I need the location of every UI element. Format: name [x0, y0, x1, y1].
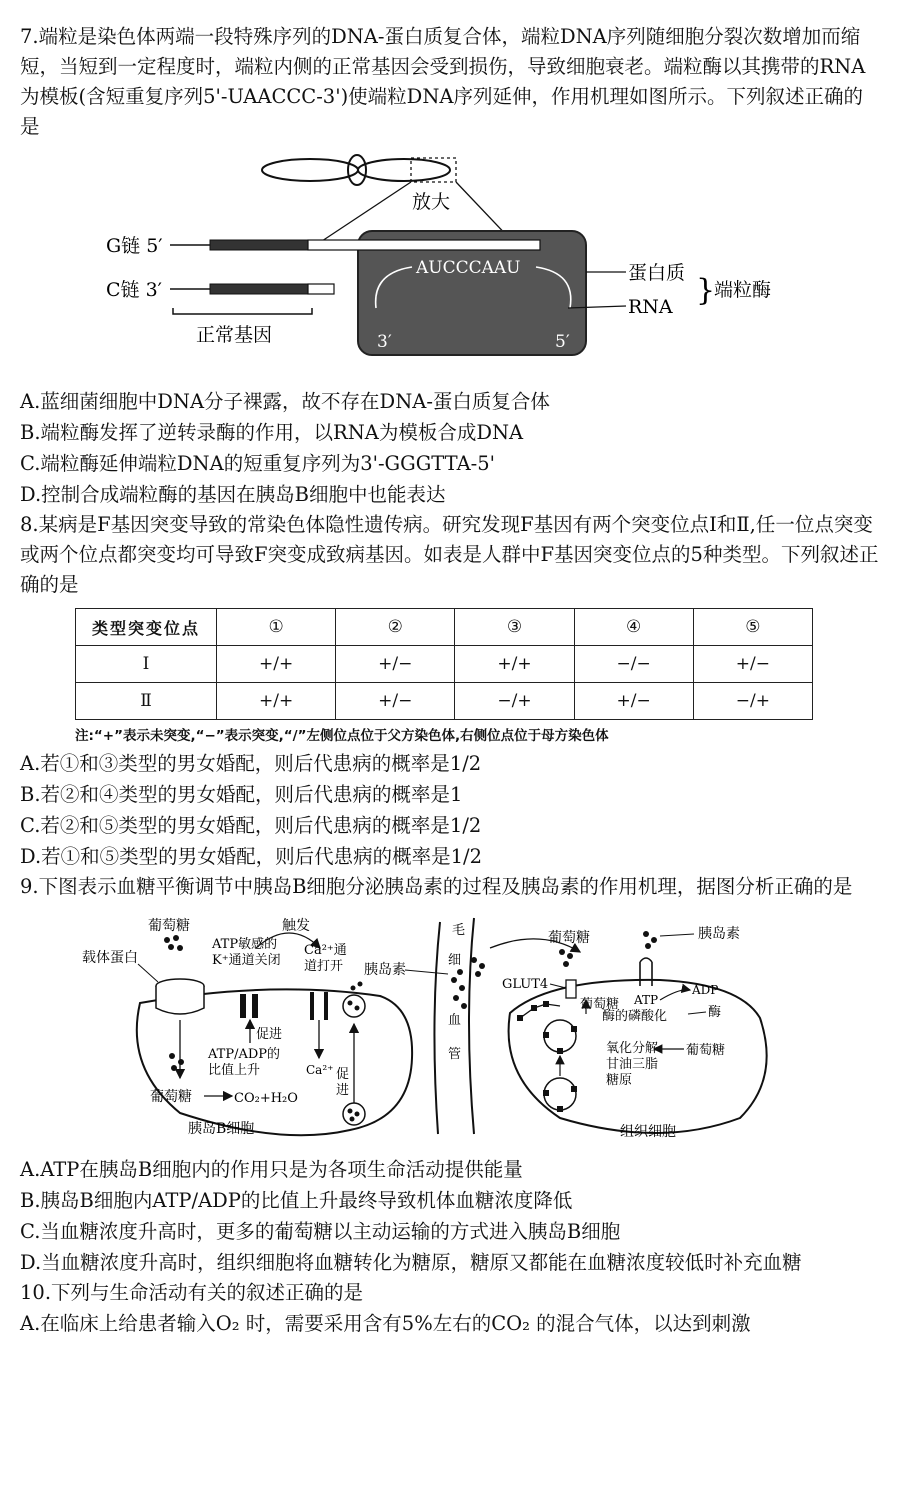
- carrier-protein-label: 载体蛋白: [82, 950, 138, 966]
- insulin-receptor: [640, 958, 652, 986]
- c-chain-label: C链 3′: [106, 279, 162, 301]
- table-header-cell: ④: [574, 609, 693, 646]
- phosphorylation-label: 酶的磷酸化: [602, 1009, 668, 1024]
- table-cell: −/+: [693, 683, 812, 720]
- q8-stem: 8.某病是F基因突变导致的常染色体隐性遗传病。研究发现F基因有两个突变位点Ⅰ和Ⅱ,任一位点突变或两个位点都突变均可导致F突变成致病基因。如表是人群中F基因突变位点的5种类型。下列叙述正确的是: [20, 513, 879, 596]
- table-header-cell: ③: [455, 609, 574, 646]
- chromosome-right-arm: [358, 159, 450, 181]
- atp-adp-ratio-line1: ATP/ADP的: [208, 1047, 281, 1062]
- q8-option-b: B.若②和④类型的男女婚配，则后代患病的概率是1: [20, 783, 463, 806]
- insulin-right-pointer: [660, 934, 694, 936]
- trigger-label: 触发: [282, 918, 310, 934]
- insulin-dots-right: [643, 931, 657, 949]
- g-chain-label: G链 5′: [106, 235, 163, 257]
- q7-telomere-figure: [20, 148, 880, 380]
- insulin-left-pointer: [405, 970, 448, 974]
- glucose-right-label-3: 葡萄糖: [686, 1043, 726, 1058]
- protein-label: 蛋白质: [628, 262, 686, 284]
- insulin-vesicle-release: [343, 995, 365, 1017]
- normal-gene-label: 正常基因: [196, 324, 273, 346]
- c-chain-telomere: [308, 284, 334, 294]
- glut4-cycle-path: [520, 1004, 560, 1018]
- rna-label: RNA: [628, 296, 673, 318]
- fate-triglyceride: 甘油三脂: [606, 1057, 659, 1072]
- ca-channel-line1: Ca²⁺通: [304, 943, 347, 958]
- table-cell: +/+: [455, 646, 574, 683]
- chromosome-left-arm: [262, 159, 358, 181]
- q7-option-c: C.端粒酶延伸端粒DNA的短重复序列为3'-GGGTTA-5': [20, 452, 496, 475]
- atp-label: ATP: [634, 993, 659, 1007]
- glucose-right-label: 葡萄糖: [548, 930, 590, 946]
- q8-table-note: 注:“+”表示未突变,“−”表示突变,“/”左侧位点位于父方染色体,右侧位点位于母方染色体: [75, 728, 609, 744]
- telomerase-label: 端粒酶: [714, 279, 772, 301]
- q7-option-a: A.蓝细菌细胞中DNA分子裸露，故不存在DNA-蛋白质复合体: [20, 390, 550, 413]
- glut4-transporter: [566, 980, 576, 998]
- carrier-protein-body: [156, 986, 204, 1014]
- capillary-char-2: 细: [448, 953, 462, 968]
- enzyme-pointer: [688, 1012, 706, 1014]
- glucose-dots-right: [559, 949, 573, 967]
- table-cell: Ⅱ: [76, 683, 217, 720]
- q9-figure-svg: [20, 908, 880, 1148]
- katp-label-line1: ATP敏感的: [212, 937, 278, 952]
- g-chain-telomere: [308, 240, 540, 250]
- promote-label-2: 促: [336, 1067, 350, 1082]
- capillary-wall-right: [469, 918, 474, 1134]
- capillary-char-4: 管: [448, 1047, 462, 1062]
- telomerase-brace: }: [696, 273, 716, 308]
- table-header-cell: ⑤: [693, 609, 812, 646]
- q8-option-c: C.若②和⑤类型的男女婚配，则后代患病的概率是1/2: [20, 814, 482, 837]
- table-cell: +/−: [693, 646, 812, 683]
- q10-option-a: A.在临床上给患者输入O₂ 时，需要采用含有5%左右的CO₂ 的混合气体，以达到刺激: [20, 1312, 751, 1335]
- katp-label-line2: K⁺通道关闭: [212, 953, 281, 968]
- k-channel-left: [240, 994, 246, 1018]
- q7-stem: 7.端粒是染色体两端一段特殊序列的DNA-蛋白质复合体，端粒DNA序列随细胞分裂次数增加而缩短，当短到一定程度时，端粒内侧的正常基因会受到损伤，导致细胞衰老。端粒酶以其携带的RNA为模板(含短重复序列5'-UAACCC-3')使端粒DNA序列延伸，作用机理如图所示。下列叙述正确的是: [20, 25, 866, 138]
- g-chain-gene: [210, 240, 308, 250]
- q9-option-c: C.当血糖浓度升高时，更多的葡萄糖以主动运输的方式进入胰岛B细胞: [20, 1220, 621, 1243]
- insulin-right-label: 胰岛素: [698, 926, 740, 942]
- table-header-cell: ①: [217, 609, 336, 646]
- table-cell: +/+: [217, 683, 336, 720]
- table-header-cell: 类型突变位点: [76, 609, 217, 646]
- c-chain-gene: [210, 284, 308, 294]
- table-cell: −/−: [574, 646, 693, 683]
- rna-sequence: AUCCCAAU: [416, 258, 521, 278]
- table-cell: Ⅰ: [76, 646, 217, 683]
- normal-gene-bracket: [173, 308, 312, 314]
- exam-page: [20, 22, 880, 1339]
- glucose-dots-inside: [169, 1053, 184, 1071]
- table-row: [76, 646, 813, 683]
- q9-stem: 9.下图表示血糖平衡调节中胰岛B细胞分泌胰岛素的过程及胰岛素的作用机理，据图分析正确的是: [20, 875, 853, 898]
- table-cell: +/−: [336, 646, 455, 683]
- q8-option-a: A.若①和③类型的男女婚配，则后代患病的概率是1/2: [20, 752, 482, 775]
- glucose-right-label-2: 葡萄糖: [580, 997, 620, 1012]
- glut4-label: GLUT4: [502, 977, 549, 992]
- q9-option-d: D.当血糖浓度升高时，组织细胞将血糖转化为糖原，糖原又都能在血糖浓度较低时补充血糖: [20, 1251, 802, 1274]
- fate-oxidation: 氧化分解: [606, 1041, 659, 1056]
- table-header-row: [76, 609, 813, 646]
- tissue-cell-label: 组织细胞: [620, 1124, 676, 1140]
- capillary-char-1: 毛: [452, 923, 466, 938]
- enzyme-label: 酶: [708, 1005, 722, 1020]
- q8-mutation-table: [75, 608, 813, 720]
- table-cell: +/−: [336, 683, 455, 720]
- q7-option-d: D.控制合成端粒酶的基因在胰岛B细胞中也能表达: [20, 483, 446, 506]
- adp-label: ADP: [692, 983, 719, 997]
- capillary-wall-left: [434, 922, 440, 1134]
- zoom-label: 放大: [412, 191, 451, 213]
- q9-option-b: B.胰岛B细胞内ATP/ADP的比值上升最终导致机体血糖浓度降低: [20, 1189, 573, 1212]
- table-cell: −/+: [455, 683, 574, 720]
- k-channel-right: [252, 994, 258, 1018]
- carrier-pointer: [138, 964, 158, 982]
- ca-ion-label: Ca²⁺: [306, 1063, 334, 1077]
- table-row: [76, 683, 813, 720]
- glucose-dots-top: [164, 935, 183, 951]
- insulin-vesicle: [343, 1103, 365, 1125]
- q10-stem: 10.下列与生命活动有关的叙述正确的是: [20, 1281, 364, 1304]
- q7-option-b: B.端粒酶发挥了逆转录酶的作用，以RNA为模板合成DNA: [20, 421, 524, 444]
- q7-figure-svg: [20, 148, 880, 380]
- atp-adp-ratio-line2: 比值上升: [208, 1063, 261, 1078]
- ca-channel-left: [310, 992, 314, 1020]
- glucose-inside-label: 葡萄糖: [150, 1089, 192, 1105]
- q8-option-d: D.若①和⑤类型的男女婚配，则后代患病的概率是1/2: [20, 845, 483, 868]
- co2-h2o-label: CO₂+H₂O: [234, 1091, 298, 1106]
- table-header-cell: ②: [336, 609, 455, 646]
- atp-to-adp-arrow: [660, 990, 690, 1000]
- q9-insulin-figure: [20, 908, 880, 1148]
- insulin-left-label: 胰岛素: [364, 962, 406, 978]
- ca-channel-line2: 道打开: [304, 959, 344, 974]
- ca-channel-right: [324, 992, 328, 1020]
- table-cell: +/−: [574, 683, 693, 720]
- glut4-pointer: [550, 984, 566, 988]
- capillary-char-3: 血: [448, 1013, 462, 1028]
- rna-5-end: 5′: [555, 332, 570, 352]
- table-cell: +/+: [217, 646, 336, 683]
- rna-3-end: 3′: [377, 332, 392, 352]
- fate-glycogen: 糖原: [606, 1073, 633, 1088]
- promote-label-3: 进: [336, 1083, 350, 1098]
- promote-label-1: 促进: [256, 1027, 283, 1042]
- q9-option-a: A.ATP在胰岛B细胞内的作用只是为各项生命活动提供能量: [20, 1158, 523, 1181]
- beta-cell-label: 胰岛B细胞: [188, 1121, 255, 1137]
- glucose-top-label: 葡萄糖: [148, 918, 190, 934]
